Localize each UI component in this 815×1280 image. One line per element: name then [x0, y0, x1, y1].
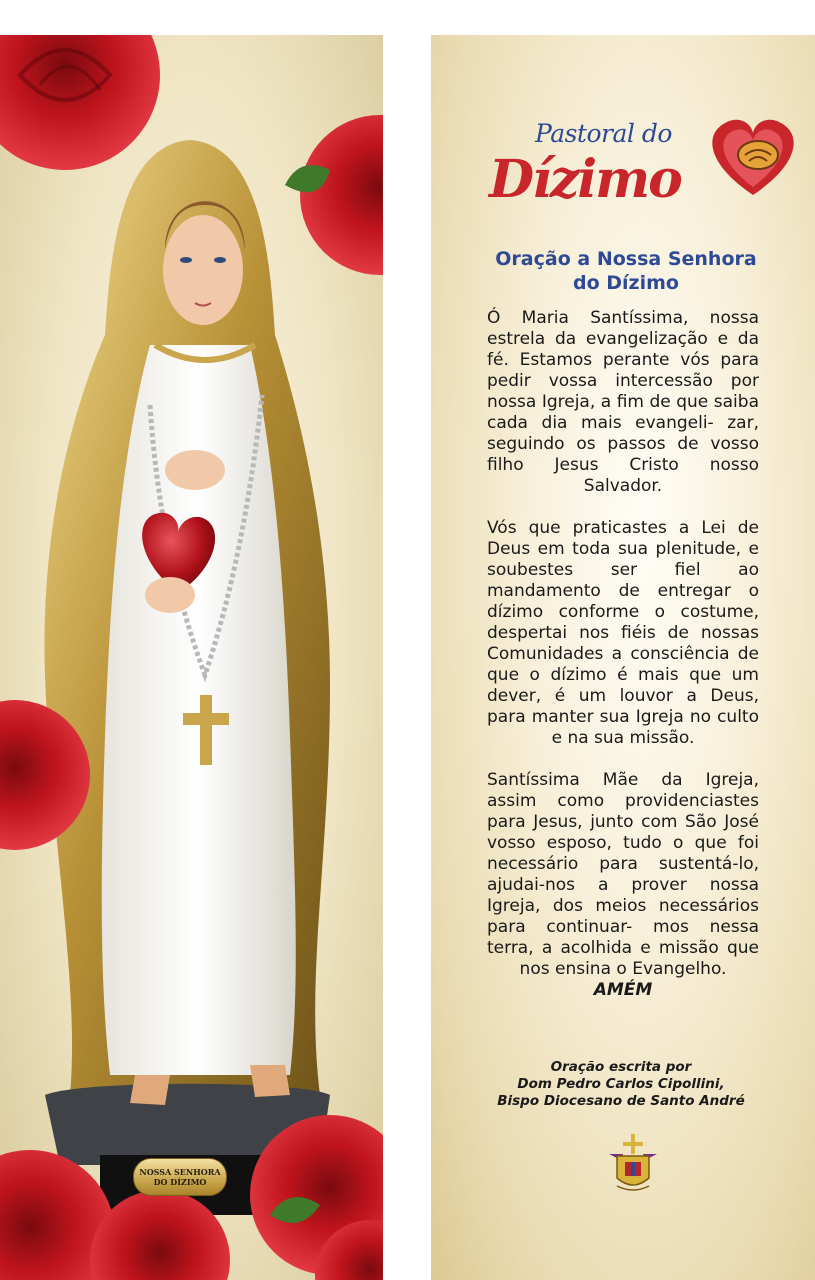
statue-image-panel: [0, 35, 383, 1280]
plaque-line-2: DO DÍZIMO: [153, 1177, 207, 1187]
heart-bread-icon: [703, 115, 803, 197]
rose-top-left: [0, 35, 160, 170]
prayer-title-line-1: Oração a Nossa Senhora: [495, 248, 757, 270]
logo-line-1: Pastoral do: [535, 119, 672, 148]
prayer-credits: [471, 1059, 771, 1110]
logo-line-2: Dízimo: [489, 149, 681, 210]
diocese-crest-icon: [603, 1132, 663, 1198]
plaque-line-1: NOSSA SENHORA: [139, 1167, 221, 1177]
prayer-title: [471, 247, 781, 295]
prayer-panel: [431, 35, 815, 1280]
statue-illustration: [0, 35, 383, 1280]
prayer-body: [487, 308, 759, 1001]
credits-line-1: Oração escrita por: [550, 1059, 692, 1075]
credits-line-3: Bispo Diocesano de Santo André: [497, 1093, 745, 1109]
statue-plaque: [133, 1158, 227, 1196]
prayer-amen: AMÉM: [593, 980, 653, 1000]
rose-top-right: [285, 115, 383, 275]
face: [163, 215, 243, 325]
credits-line-2: Dom Pedro Carlos Cipollini,: [517, 1076, 725, 1092]
pastoral-dizimo-logo: [483, 115, 773, 245]
prayer-paragraph-2: Vós que praticastes a Lei de Deus em toda sua plenitude, e soubestes ser fiel ao mandamento de entregar o dízimo conforme o costume, despertai nos fiéis de nossas Comunidades a consciência de que o dízimo é mais que um dever, é um louvor a Deus, para manter sua Igreja no culto e na sua missão.: [487, 518, 759, 748]
prayer-paragraph-3: Santíssima Mãe da Igreja, assim como providenciastes para Jesus, junto com São José vosso esposo, tudo o que foi necessário para sustentá-lo, ajudai-nos a prover nossa Igreja, dos meios necessários para continuar- mos nessa terra, a acolhida e missão que nos ensina o Evangelho.: [487, 770, 759, 979]
prayer-title-line-2: do Dízimo: [573, 272, 679, 294]
prayer-paragraph-1: Ó Maria Santíssima, nossa estrela da evangelização e da fé. Estamos perante vós para pedir vossa intercessão por nossa Igreja, a fim de que saiba cada dia mais evangeli- zar, seguindo os passos de vosso filho Jesus Cristo nosso Salvador.: [487, 308, 759, 496]
